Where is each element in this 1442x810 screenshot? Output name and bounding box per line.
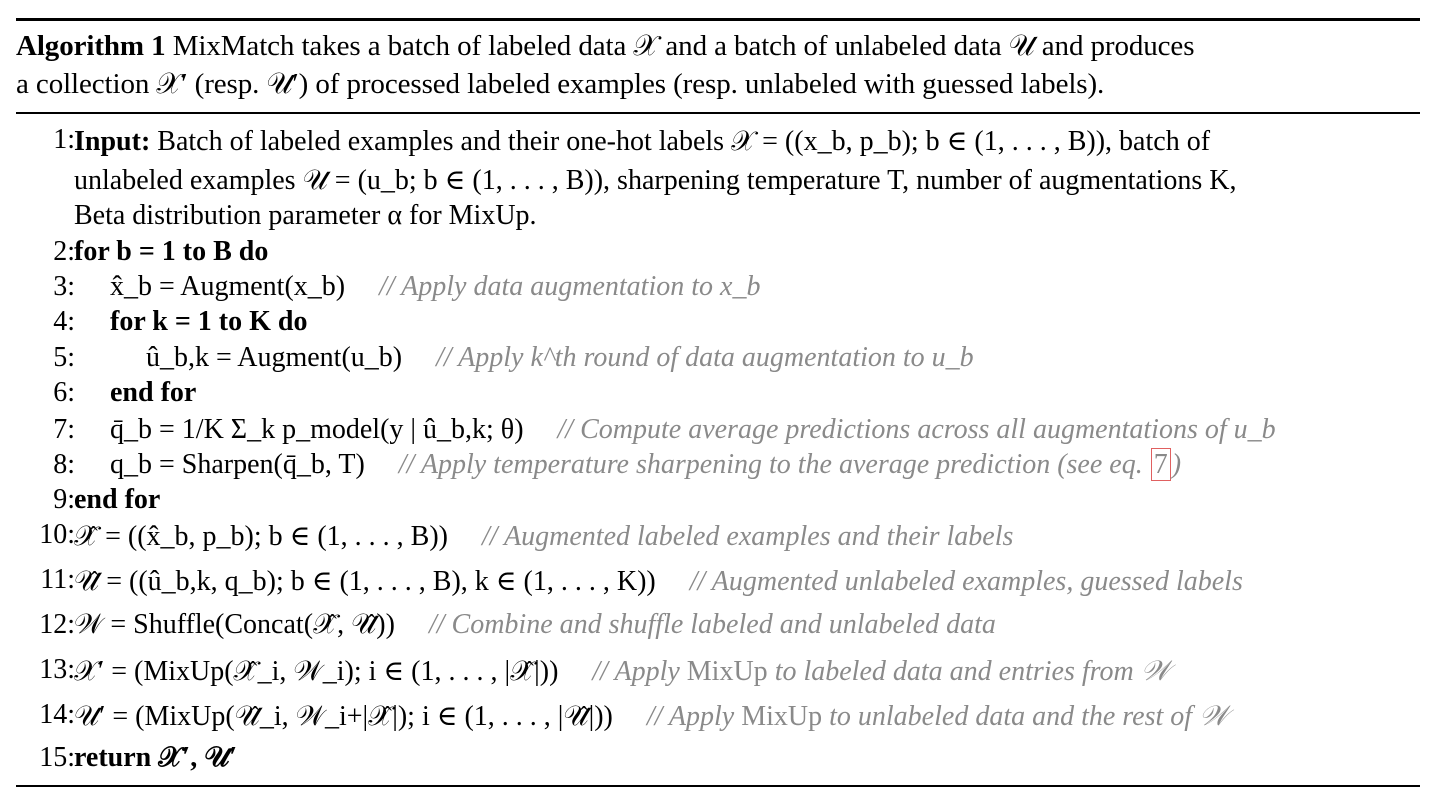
line-number: 12: bbox=[39, 609, 75, 640]
caption-line-1 bbox=[16, 27, 1420, 65]
line-comment: // Apply data augmentation to x_b bbox=[379, 271, 761, 302]
input-keyword: Input: bbox=[74, 126, 151, 157]
input-text: Batch of labeled examples and their one-hot labels 𝒳 = ((x_b, p_b); b ∈ (1, . . . , B)), batch of bbox=[157, 126, 1211, 157]
line-code: q_b = Sharpen(q̄_b, T) bbox=[110, 449, 365, 480]
line-code: 𝒳′ = (MixUp(𝒳̂_i, 𝒲_i); i ∈ (1, . . . , |𝒳̂|)) bbox=[74, 656, 559, 687]
algorithm-label: Algorithm 1 bbox=[16, 30, 166, 62]
comment-mixup: MixUp bbox=[686, 656, 768, 687]
line-code: for k = 1 to K do bbox=[110, 306, 308, 337]
caption-rule bbox=[16, 112, 1420, 114]
line-comment: // Combine and shuffle labeled and unlabeled data bbox=[428, 609, 996, 640]
line-comment bbox=[647, 701, 1229, 732]
line-code: x̂_b = Augment(x_b) bbox=[110, 271, 346, 302]
line-comment: // Compute average predictions across all augmentations of u_b bbox=[557, 414, 1276, 445]
caption-line-2: a collection 𝒳′ (resp. 𝒰′) of processed labeled examples (resp. unlabeled with guessed labels). bbox=[16, 68, 1105, 100]
comment-mixup: MixUp bbox=[741, 701, 823, 732]
line-code: 𝒳̂ = ((x̂_b, p_b); b ∈ (1, . . . , B)) bbox=[74, 521, 448, 552]
line-number: 7: bbox=[53, 414, 75, 445]
line-code: 𝒰̂ = ((û_b,k, q_b); b ∈ (1, . . . , B), k ∈ (1, . . . , K)) bbox=[74, 566, 656, 597]
line-number: 10: bbox=[39, 519, 75, 550]
algorithm-box bbox=[16, 18, 1420, 773]
comment-post: to labeled data and entries from 𝒲 bbox=[774, 656, 1171, 687]
line-code: û_b,k = Augment(u_b) bbox=[146, 342, 403, 373]
line-number: 11: bbox=[40, 564, 75, 595]
line-body bbox=[74, 564, 1243, 598]
line-body bbox=[110, 271, 760, 303]
line-code: 𝒰′ = (MixUp(𝒰̂_i, 𝒲_i+|𝒳̂|); i ∈ (1, . . . , |𝒰̂|)) bbox=[74, 701, 613, 732]
line-body: Beta distribution parameter α for MixUp. bbox=[74, 200, 537, 231]
line-code: return 𝒳′, 𝒰′ bbox=[74, 742, 238, 773]
line-code: q̄_b = 1/K Σ_k p_model(y | û_b,k; θ) bbox=[110, 414, 524, 445]
comment-pre: // Apply bbox=[592, 656, 680, 687]
comment-text: // Apply temperature sharpening to the average prediction (see eq. bbox=[398, 449, 1143, 480]
line-number: 13: bbox=[39, 654, 75, 685]
line-body bbox=[74, 699, 1228, 733]
line-number: 9: bbox=[53, 484, 75, 515]
line-body bbox=[110, 414, 1276, 446]
bottom-rule bbox=[16, 785, 1420, 787]
line-number: 1: bbox=[53, 124, 75, 155]
line-comment: // Augmented labeled examples and their labels bbox=[482, 521, 1014, 552]
line-code: for b = 1 to B do bbox=[74, 236, 269, 267]
top-rule bbox=[16, 18, 1420, 21]
line-body bbox=[110, 449, 1181, 481]
algorithm-caption bbox=[16, 27, 1420, 103]
line-body: unlabeled examples 𝒰 = (u_b; b ∈ (1, . . . , B)), sharpening temperature T, number of augmentations K, bbox=[74, 165, 1237, 196]
line-code: 𝒲 = Shuffle(Concat(𝒳̂, 𝒰̂)) bbox=[74, 609, 395, 640]
comment-post: to unlabeled data and the rest of 𝒲 bbox=[829, 701, 1229, 732]
line-body bbox=[74, 654, 1170, 688]
caption-text-1: MixMatch takes a batch of labeled data 𝒳 and a batch of unlabeled data 𝒰 and produces bbox=[172, 30, 1195, 62]
line-number: 5: bbox=[53, 342, 75, 373]
line-comment bbox=[399, 449, 1181, 480]
line-code: end for bbox=[110, 377, 197, 408]
comment-end: ) bbox=[1171, 449, 1182, 480]
line-body bbox=[146, 342, 974, 374]
line-number: 8: bbox=[53, 449, 75, 480]
line-body bbox=[74, 124, 1210, 158]
line-number: 4: bbox=[53, 306, 75, 337]
line-code: end for bbox=[74, 484, 161, 515]
line-comment: // Apply k^th round of data augmentation to u_b bbox=[436, 342, 974, 373]
line-body bbox=[74, 519, 1013, 553]
line-number: 6: bbox=[53, 377, 75, 408]
equation-ref-link[interactable]: 7 bbox=[1151, 448, 1171, 481]
line-body bbox=[74, 609, 996, 641]
line-number: 14: bbox=[39, 699, 75, 730]
line-comment: // Augmented unlabeled examples, guessed labels bbox=[689, 566, 1243, 597]
line-number: 2: bbox=[53, 236, 75, 267]
comment-pre: // Apply bbox=[646, 701, 735, 732]
line-comment bbox=[592, 656, 1170, 687]
line-number: 3: bbox=[53, 271, 75, 302]
line-number: 15: bbox=[39, 742, 75, 773]
